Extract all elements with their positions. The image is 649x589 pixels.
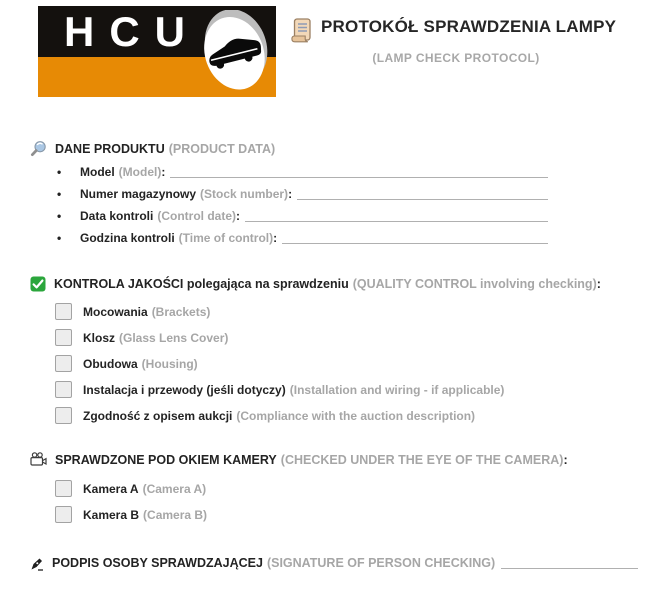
check-label-en: (Installation and wiring - if applicable) — [289, 382, 505, 397]
check-label-en: (Compliance with the auction description) — [236, 408, 476, 423]
section-quality-title: KONTROLA JAKOŚCI polegająca na sprawdzeniu — [54, 277, 349, 291]
page-subtitle: (LAMP CHECK PROTOCOL) — [372, 51, 540, 65]
header-colon: : — [596, 277, 601, 291]
blank-line — [170, 165, 548, 178]
blank-line — [245, 209, 548, 222]
field-colon: : — [236, 209, 240, 223]
field-row-model — [57, 165, 548, 180]
field-colon: : — [161, 165, 166, 179]
quality-checklist — [55, 303, 504, 433]
check-row-camera-a — [55, 480, 207, 497]
product-field-list — [57, 165, 548, 253]
check-label: Kamera B — [83, 507, 140, 522]
field-colon: : — [288, 187, 293, 201]
section-camera-header — [30, 452, 568, 467]
camera-checklist — [55, 480, 207, 532]
section-camera-title-en: (CHECKED UNDER THE EYE OF THE CAMERA) — [280, 452, 564, 467]
hcu-logo — [38, 6, 276, 97]
field-label: Godzina kontroli — [80, 231, 175, 245]
bullet-marker: • — [57, 187, 62, 201]
field-label-en: (Stock number) — [200, 187, 289, 201]
section-quality-title-en: (QUALITY CONTROL involving checking) — [352, 277, 597, 291]
field-colon: : — [273, 231, 278, 245]
section-signature-title-en: (SIGNATURE OF PERSON CHECKING) — [266, 556, 496, 570]
check-label: Kamera A — [83, 481, 139, 496]
magnifier-icon — [30, 140, 47, 157]
section-product-header — [30, 140, 275, 157]
check-row-lens-cover — [55, 329, 504, 346]
checkbox — [55, 329, 72, 346]
checkbox — [55, 381, 72, 398]
title-row — [291, 17, 616, 44]
section-product-title-en: (PRODUCT DATA) — [168, 141, 276, 156]
check-label-en: (Glass Lens Cover) — [119, 330, 229, 345]
check-label: Mocowania — [83, 304, 148, 319]
checkbox — [55, 407, 72, 424]
field-row-control-time — [57, 231, 548, 246]
field-label-en: (Model) — [118, 165, 162, 179]
check-label: Obudowa — [83, 356, 138, 371]
check-row-housing — [55, 355, 504, 372]
signature-blank-line — [501, 556, 638, 569]
section-signature-title: PODPIS OSOBY SPRAWDZAJĄCEJ — [52, 556, 263, 570]
blank-line — [282, 231, 548, 244]
field-row-control-date — [57, 209, 548, 224]
check-label-en: (Brackets) — [151, 304, 211, 319]
checkbox — [55, 303, 72, 320]
check-row-auction-compliance — [55, 407, 504, 424]
bullet-marker: • — [57, 209, 62, 223]
check-row-camera-b — [55, 506, 207, 523]
blank-line — [297, 187, 548, 200]
pen-icon — [30, 557, 44, 571]
field-label: Numer magazynowy — [80, 187, 197, 201]
check-label-en: (Camera A) — [142, 481, 207, 496]
section-camera-title: SPRAWDZONE POD OKIEM KAMERY — [55, 452, 277, 467]
section-product-title: DANE PRODUKTU — [55, 141, 165, 156]
check-label: Zgodność z opisem aukcji — [83, 408, 233, 423]
movie-camera-icon — [30, 452, 47, 467]
check-label-en: (Housing) — [141, 356, 198, 371]
field-label-en: (Time of control) — [178, 231, 274, 245]
field-row-stock-number — [57, 187, 548, 202]
check-label-en: (Camera B) — [143, 507, 208, 522]
page-title: PROTOKÓŁ SPRAWDZENIA LAMPY — [321, 17, 617, 36]
signature-row — [30, 556, 638, 571]
bullet-marker: • — [57, 231, 62, 245]
green-check-icon — [30, 276, 46, 292]
field-label-en: (Control date) — [157, 209, 236, 223]
field-label: Model — [80, 165, 115, 179]
checkbox — [55, 506, 72, 523]
field-label: Data kontroli — [80, 209, 154, 223]
check-label: Instalacja i przewody (jeśli dotyczy) — [83, 382, 286, 397]
bullet-marker: • — [57, 165, 62, 179]
check-row-brackets — [55, 303, 504, 320]
car-oval-emblem-icon — [196, 10, 274, 94]
check-label: Klosz — [83, 330, 116, 345]
checkbox — [55, 355, 72, 372]
checkbox — [55, 480, 72, 497]
header-colon: : — [563, 452, 568, 467]
check-row-wiring — [55, 381, 504, 398]
logo-text: HCU — [64, 7, 200, 55]
section-quality-header — [30, 276, 601, 292]
scroll-icon — [291, 18, 313, 44]
